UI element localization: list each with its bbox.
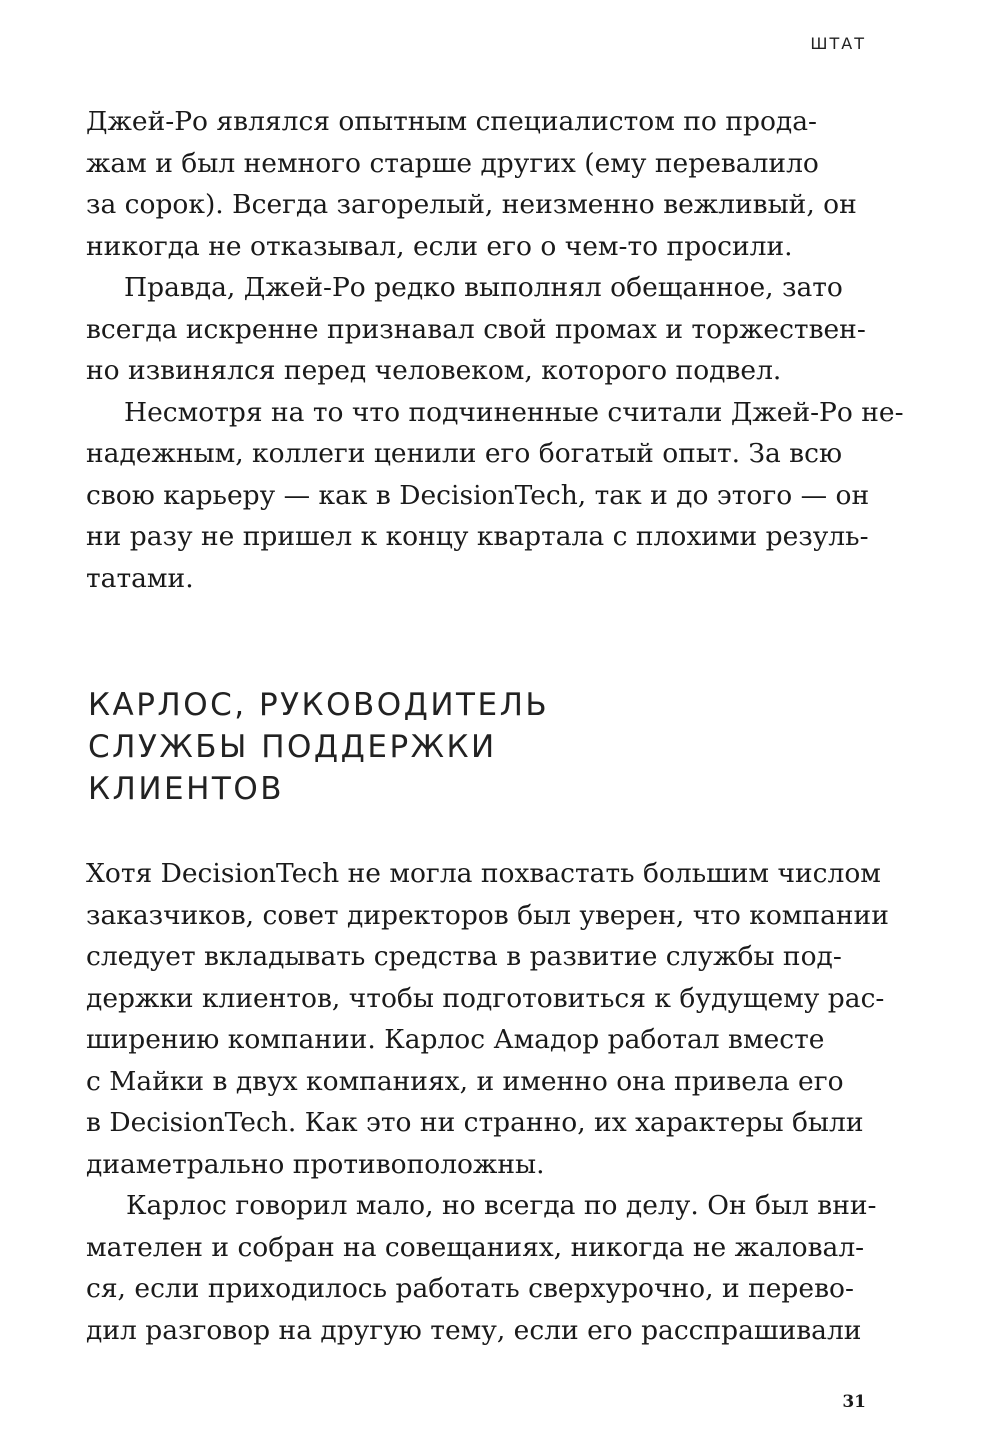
text-line: всегда искренне признавал свой промах и торжествен- <box>86 313 866 345</box>
heading-line: СЛУЖБЫ ПОДДЕРЖКИ <box>88 729 497 765</box>
heading-line: КЛИЕНТОВ <box>88 771 285 807</box>
text-line: за сорок). Всегда загорелый, неизменно вежливый, он <box>86 189 857 220</box>
text-line: но извинялся перед человеком, которого подвел. <box>86 355 782 386</box>
text-line: свою карьеру — как в DecisionTech, так и до этого — он <box>86 479 870 511</box>
text-line: ся, если приходилось работать сверхурочно, и перево- <box>86 1273 854 1304</box>
text-line: следует вкладывать средства в развитие службы под- <box>86 941 842 972</box>
section-heading <box>88 684 549 810</box>
section-jay-ro-text <box>86 101 904 599</box>
text-line: держки клиентов, чтобы подготовиться к будущему рас- <box>86 982 885 1014</box>
text-line: дил разговор на другую тему, если его расспрашивали <box>86 1314 862 1346</box>
text-line: заказчиков, совет директоров был уверен, что компании <box>86 899 889 931</box>
text-line: Несмотря на то что подчиненные считали Джей-Ро не- <box>124 396 904 428</box>
text-line: Карлос говорил мало, но всегда по делу. Он был вни- <box>126 1190 877 1221</box>
text-line: Хотя DecisionTech не могла похвастать большим числом <box>86 858 881 889</box>
text-line: с Майки в двух компаниях, и именно она привела его <box>86 1065 844 1097</box>
text-line: татами. <box>86 562 194 594</box>
text-line: в DecisionTech. Как это ни странно, их характеры были <box>86 1107 864 1138</box>
section-carlos-text <box>86 853 889 1351</box>
running-head: ШТАТ <box>810 34 866 53</box>
text-line: надежным, коллеги ценили его богатый опыт. За всю <box>86 438 843 469</box>
text-line: мателен и собран на совещаниях, никогда не жаловал- <box>86 1231 865 1263</box>
text-line: ширению компании. Карлос Амадор работал вместе <box>86 1024 825 1055</box>
text-line: ни разу не пришел к концу квартала с плохими резуль- <box>86 521 869 552</box>
text-line: жам и был немного старше других (ему перевалило <box>86 147 819 179</box>
page-number: 31 <box>842 1392 866 1412</box>
text-line: никогда не отказывал, если его о чем-то просили. <box>86 230 793 262</box>
heading-line: КАРЛОС, РУКОВОДИТЕЛЬ <box>88 687 550 723</box>
text-line: Правда, Джей-Ро редко выполнял обещанное, зато <box>124 272 843 303</box>
text-line: Джей-Ро являлся опытным специалистом по прода- <box>86 106 817 137</box>
text-line: диаметрально противоположны. <box>86 1148 545 1180</box>
